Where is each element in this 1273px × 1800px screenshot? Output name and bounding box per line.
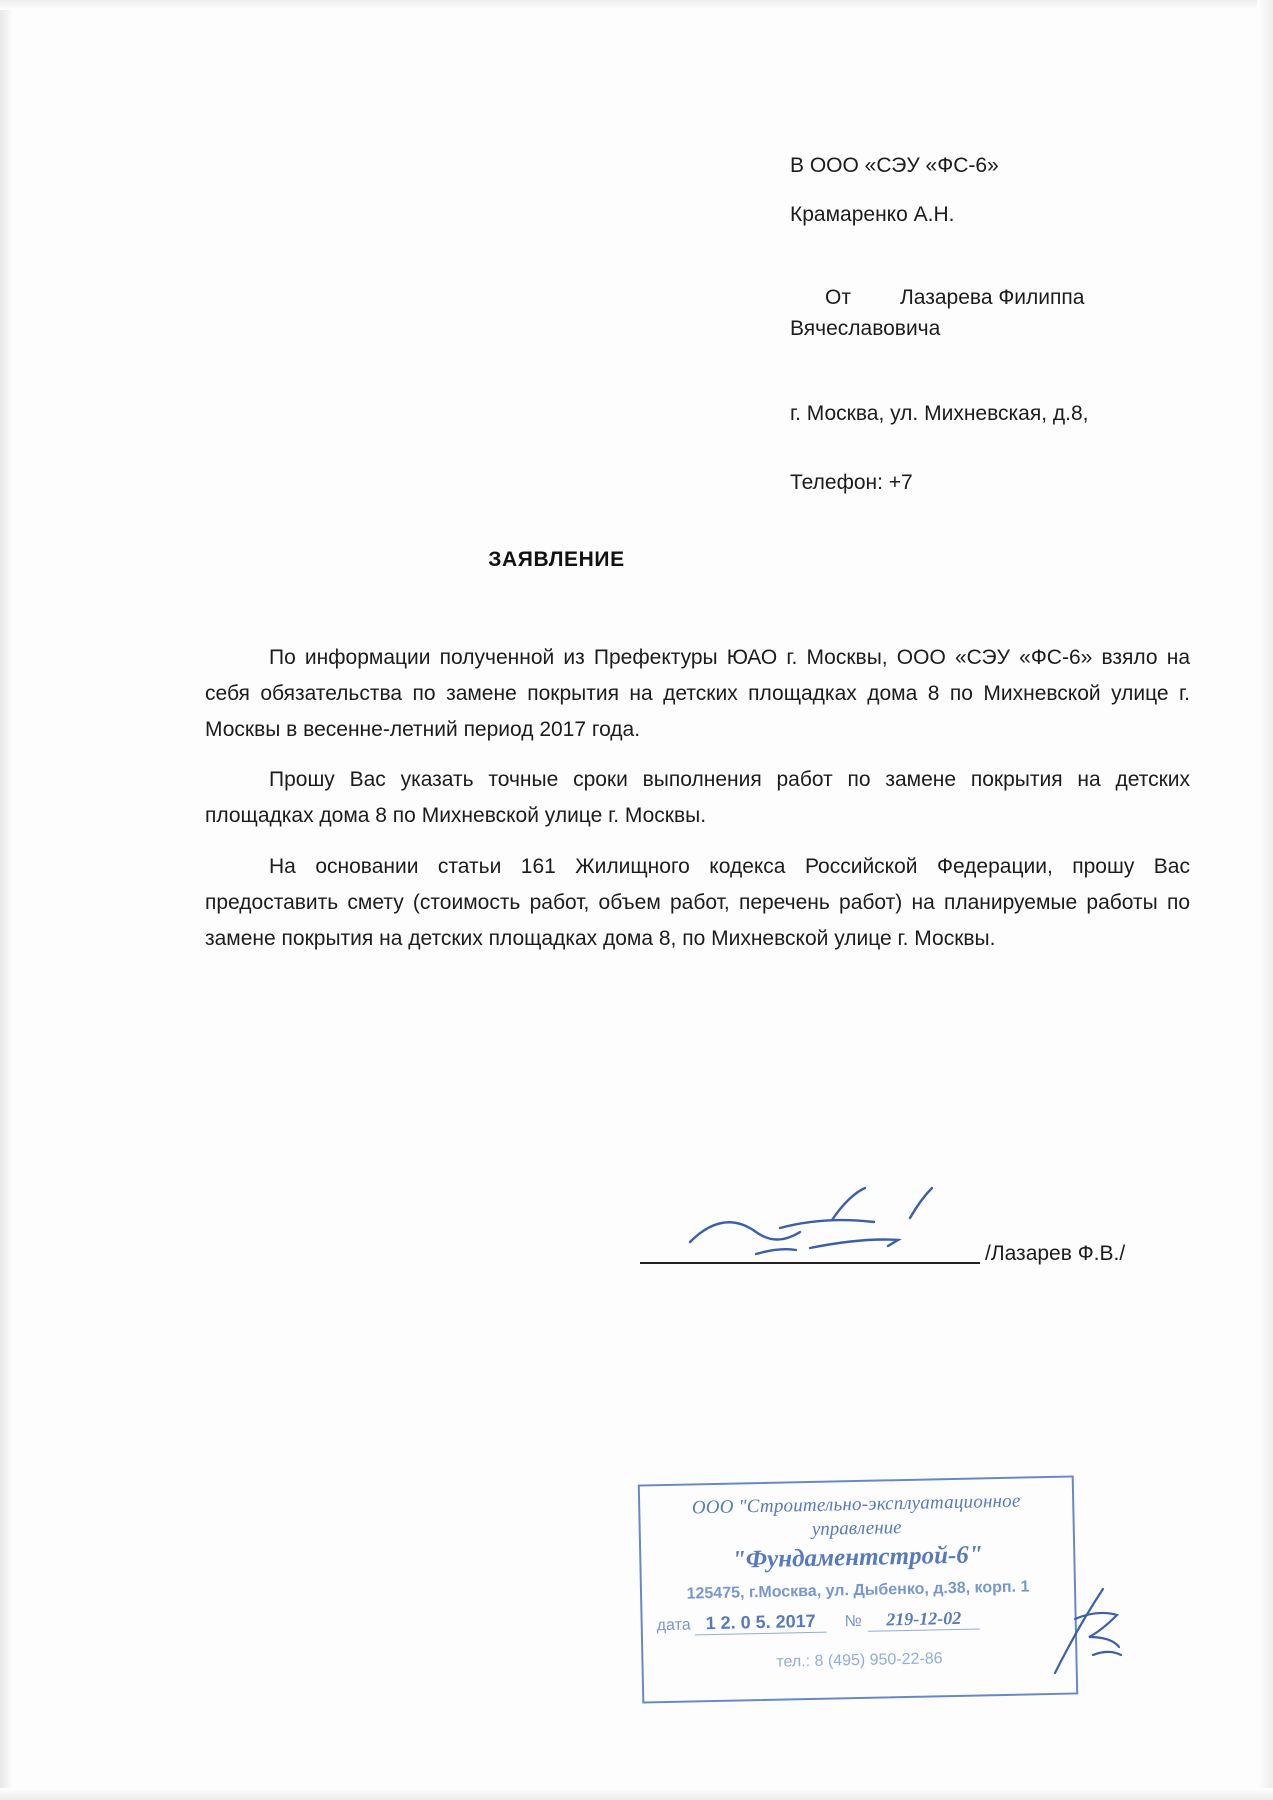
addressee-person: Крамаренко А.Н. [790, 203, 955, 226]
stamp-date-label: дата [656, 1616, 691, 1635]
stamp-date-value: 1 2. 0 5. 2017 [694, 1611, 826, 1636]
scan-edge-bottom [0, 1788, 1273, 1800]
page-title-text: ЗАЯВЛЕНИЕ [488, 548, 625, 571]
sender-address: г. Москва, ул. Михневская, д.8, [790, 401, 1089, 425]
stamp-line-2: управление [811, 1517, 902, 1540]
from-label: От [825, 286, 851, 310]
stamp-number-value: 219-12-02 [868, 1607, 980, 1631]
paragraph-1: По информации полученной из Префектуры ЮАО г. Москвы, ООО «СЭУ «ФС-6» взяло на себя обязательства по замене покрытия на детских площадках дома 8 по Михневской улице г. Москвы в весенне-летний период 2017 года. [205, 646, 1190, 742]
stamp-address: 125475, г.Москва, ул. Дыбенко, д.38, корп. 1 [686, 1578, 1030, 1603]
scan-edge-right [1257, 0, 1273, 1800]
paragraph-3: На основании статьи 161 Жилищного кодекса Российской Федерации, прошу Вас предоставить смету (стоимость работ, объем работ, перечень работ) на планируемые работы по замене покрытия на детских площадках дома 8, по Михневской улице г. Москвы. [205, 854, 1190, 950]
stamp-line-3: "Фундаментстрой-6" [731, 1541, 983, 1574]
scan-edge-top [0, 0, 1273, 10]
sender-line [790, 253, 1210, 375]
signature-line [640, 1262, 980, 1264]
paragraph-2: Прошу Вас указать точные сроки выполнения работ по замене покрытия на детских площадках дома 8 по Михневской улице г. Москвы. [205, 768, 1190, 828]
document-body [205, 640, 1190, 971]
stamp-date-number-row [656, 1606, 1060, 1636]
stamp-line-1: ООО "Строительно-эксплуатационное [691, 1490, 1021, 1519]
sender-name: Лазарева Филиппа Вячеславовича [790, 286, 1091, 340]
scan-edge-left [0, 0, 14, 1800]
signature-name: /Лазарев Ф.В./ [985, 1242, 1126, 1265]
addressee-block [790, 155, 1210, 521]
addressee-organization: В ООО «СЭУ «ФС-6» [790, 154, 999, 177]
signature-block [640, 1180, 1170, 1300]
company-stamp [638, 1475, 1078, 1703]
stamp-number-symbol: № [844, 1612, 862, 1631]
page-title [0, 548, 1273, 572]
sender-phone: Телефон: +7 [790, 470, 913, 494]
handwritten-signature-icon [660, 1180, 990, 1270]
stamp-telephone: тел.: 8 (495) 950-22-86 [776, 1650, 943, 1671]
